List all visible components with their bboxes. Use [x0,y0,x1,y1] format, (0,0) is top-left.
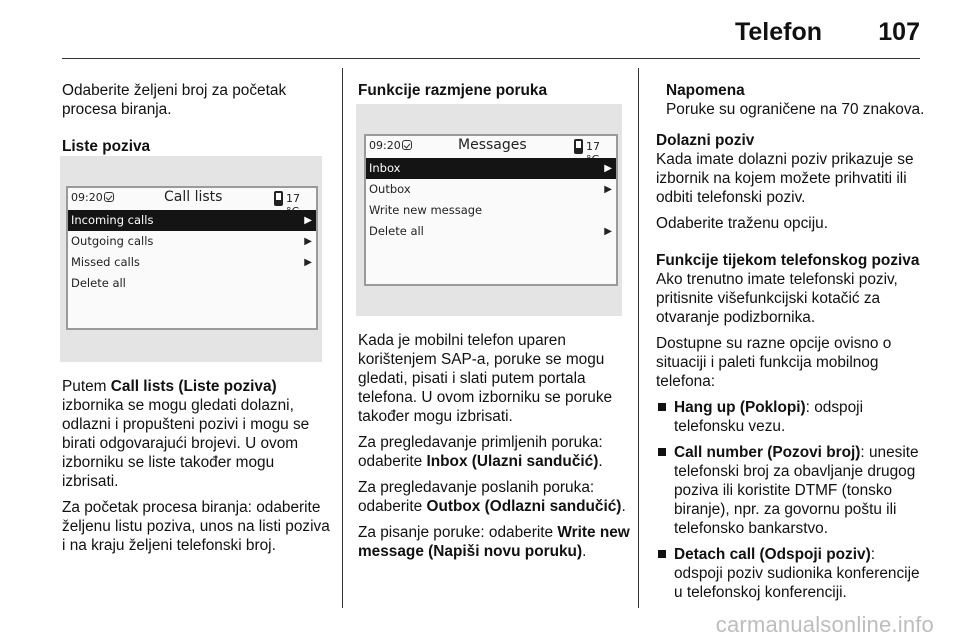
bullet-square-icon [658,550,666,558]
chevron-right-icon: ▶ [604,163,612,174]
column-2 [358,81,630,100]
text-run: Za pisanje poruke: odaberite [358,524,558,541]
menu-item-inbox[interactable] [366,158,616,179]
text-run: . [598,453,603,470]
check-icon [104,192,114,202]
clock-display: 09:20 [369,139,401,152]
chevron-right-icon: ▶ [604,184,612,195]
phone-icon [274,191,283,206]
column-divider-1 [342,68,343,608]
menu-reference: Call number (Pozovi broj) [674,444,861,461]
page-header-title: Telefon [734,18,822,46]
chevron-right-icon: ▶ [304,215,312,226]
text-run: . [621,498,626,515]
column-3 [656,81,926,602]
incoming-call-text: Kada imate dolazni poziv prikazuje se izbornik na kojem možete prihvatiti ili odbiti telefonski poziv. [656,151,914,206]
temperature-display: 17 [586,140,600,153]
menu-item-delete-all[interactable] [68,273,316,294]
menu-item-label: Delete all [71,276,126,290]
options-text: Dostupne su razne opcije ovisno o situaciji i paleti funkcija mobilnog telefona: [656,335,892,390]
header-divider [62,58,920,59]
text-run: : odspoji telefonsku vezu. [674,399,863,435]
call-lists-screen [66,186,318,330]
menu-reference: Detach call (Odspoji poziv) [674,546,871,563]
note-text: Poruke su ograničene na 70 znakova. [666,101,925,118]
page-number: 107 [878,18,920,46]
text-run: Putem [62,378,111,395]
menu-item-label: Missed calls [71,255,140,269]
menu-reference: Write new message (Napiši novu poruku) [358,524,630,560]
list-item-hang-up [656,398,926,436]
dial-instructions: Za početak procesa biranja: odaberite željenu listu poziva, unos na listi poziva i na kraju željeni telefonski broj. [62,499,330,554]
screen-title: Messages [458,137,527,153]
note-box [656,81,926,119]
menu-item-label: Outbox [369,182,411,196]
clock-display: 09:20 [71,191,103,204]
list-item-call-number [656,443,926,538]
write-message-instructions [358,523,634,561]
menu-item-label: Delete all [369,224,424,238]
phone-icon [574,139,583,154]
messages-screen [364,134,618,286]
bullet-square-icon [658,403,666,411]
column-2-body [358,331,634,561]
screen-status-bar [68,188,316,210]
text-run: : odspoji poziv sudionika konferencije u telefonskoj konferenciji. [674,546,920,601]
menu-item-label: Outgoing calls [71,234,154,248]
text-run: Za pregledavanje poslanih poruka: odaberite [358,479,595,515]
section-heading-messaging: Funkcije razmjene poruka [358,82,548,99]
temperature-display: 17 [286,192,300,205]
menu-item-missed-calls[interactable] [68,252,316,273]
check-icon [402,140,412,150]
watermark: carmanualsonline.info [715,612,934,637]
inbox-instructions [358,433,634,471]
intro-text: Odaberite željeni broj za početak procesa biranja. [62,82,287,118]
menu-item-outgoing-calls[interactable] [68,231,316,252]
bullet-square-icon [658,448,666,456]
list-item-detach-call [656,545,926,602]
text-run: : unesite telefonski broj za obavljanje drugog poziva ili koristite DTMF (tonsko biranje), npr. za govornu poštu ili telefonsko bankarstvo. [674,444,919,537]
menu-reference: Call lists (Liste poziva) [110,378,277,395]
menu-item-label: Inbox [369,161,401,175]
menu-item-label: Write new message [369,203,483,217]
menu-item-outbox[interactable] [366,179,616,200]
menu-item-write-new-message[interactable] [366,200,616,221]
text-run: izbornika se mogu gledati dolazni, odlazni i propušteni pozivi i mogu se birati odgovarajući brojevi. U ovom izborniku se liste također mogu izbrisati. [62,397,310,490]
during-call-text: Ako trenutno imate telefonski poziv, pritisnite višefunkcijski kotačić za otvaranje podizbornika. [656,271,898,326]
text-run: Za pregledavanje primljenih poruka: odaberite [358,434,603,470]
section-heading-call-lists: Liste poziva [62,138,151,155]
column-divider-2 [638,68,639,608]
menu-item-delete-all[interactable] [366,221,616,242]
messages-screen-figure [356,104,622,316]
menu-reference: Hang up (Poklopi) [674,399,806,416]
outbox-instructions [358,478,634,516]
chevron-right-icon: ▶ [304,257,312,268]
menu-item-incoming-calls[interactable] [68,210,316,231]
menu-reference: Outbox (Odlazni sandučić) [426,498,622,515]
chevron-right-icon: ▶ [304,236,312,247]
chevron-right-icon: ▶ [604,226,612,237]
text-run: . [582,543,587,560]
call-lists-description [62,377,334,491]
section-heading-incoming-call: Dolazni poziv [656,132,755,149]
section-heading-during-call: Funkcije tijekom telefonskog poziva [656,252,920,269]
messaging-description: Kada je mobilni telefon uparen korištenjem SAP-a, poruke se mogu gledati, pisati i slati putem portala telefona. U ovom izborniku se poruke također mogu izbrisati. [358,332,613,425]
call-lists-screen-figure [60,156,322,362]
screen-status-bar [366,136,616,158]
menu-item-label: Incoming calls [71,213,154,227]
column-1 [62,81,334,156]
column-1-body [62,377,334,555]
screen-title: Call lists [164,189,223,205]
menu-reference: Inbox (Ulazni sandučić) [426,453,599,470]
note-title: Napomena [666,82,745,99]
incoming-call-choose: Odaberite traženu opciju. [656,215,828,232]
